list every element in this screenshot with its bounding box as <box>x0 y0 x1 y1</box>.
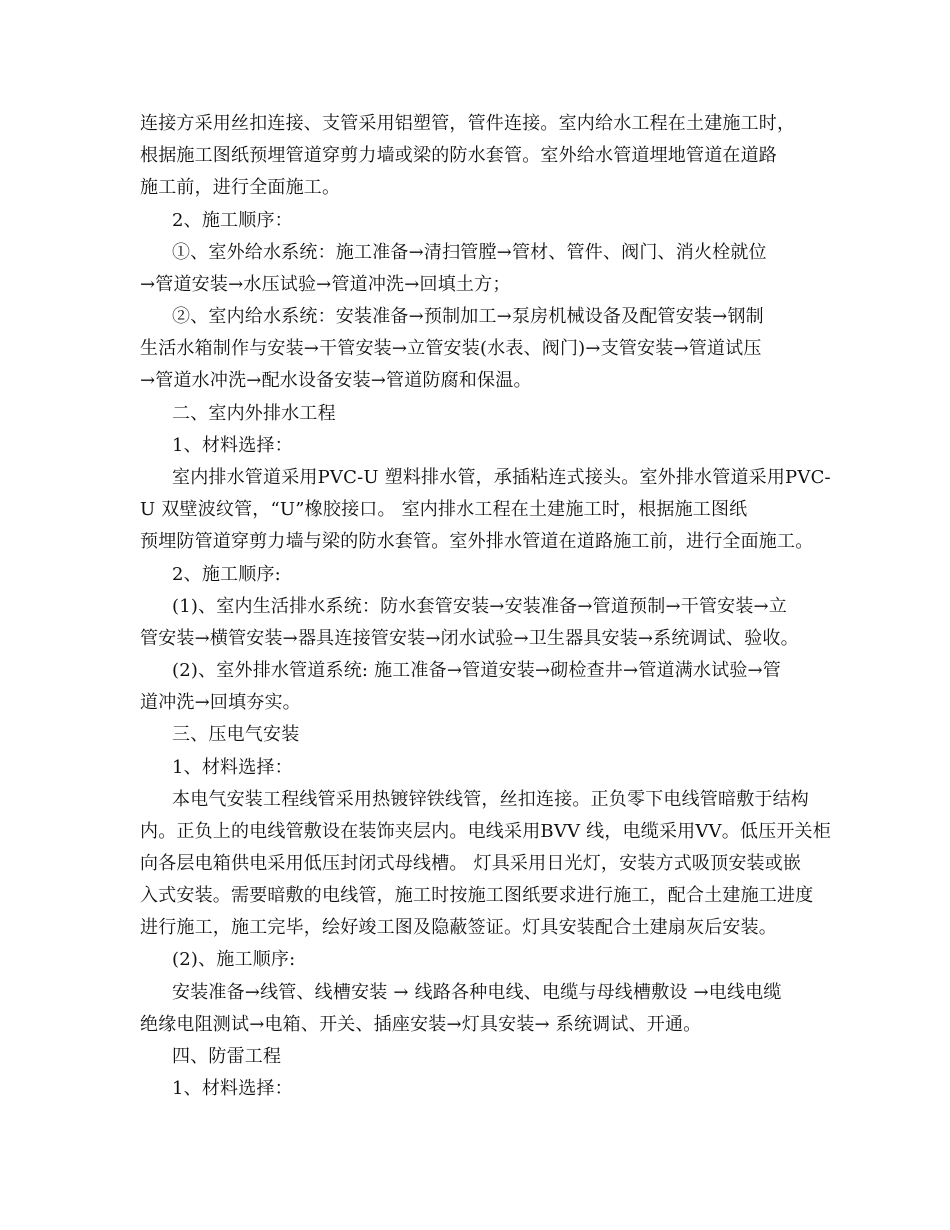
text-line: 道冲洗→回填夯实。 <box>140 692 301 713</box>
text-line: →管道安装→水压试验→管道冲洗→回填土方； <box>140 274 511 295</box>
section-heading: (2)、施工顺序: <box>172 949 296 970</box>
section-heading: 2、施工顺序: <box>172 564 281 585</box>
text-line: 连接方采用丝扣连接、支管采用铝塑管，管件连接。室内给水工程在土建施工时， <box>140 113 796 134</box>
section-heading: 三、压电气安装 <box>172 724 300 745</box>
text-line: 室内排水管道采用PVC-U 塑料排水管，承插粘连式接头。室外排水管道采用PVC- <box>172 467 831 488</box>
text-line: ②、室内给水系统：安装准备→预制加工→泵房机械设备及配管安装→钢制 <box>172 306 764 327</box>
section-heading: 四、防雷工程 <box>172 1046 282 1067</box>
text-line: 绝缘电阻测试→电箱、开关、插座安装→灯具安装→ 系统调试、开通。 <box>140 1014 702 1035</box>
section-heading: 二、室内外排水工程 <box>172 403 336 424</box>
section-heading: 1、材料选择： <box>172 1078 293 1099</box>
text-line: 本电气安装工程线管采用热镀锌铁线管，丝扣连接。正负零下电线管暗敷于结构 <box>172 789 809 810</box>
text-line: 预埋防管道穿剪力墙与梁的防水套管。室外排水管道在道路施工前，进行全面施工。 <box>140 531 814 552</box>
text-line: 根据施工图纸预埋管道穿剪力墙或梁的防水套管。室外给水管道埋地管道在道路 <box>140 145 777 166</box>
text-line: ①、室外给水系统：施工准备→清扫管膛→管材、管件、阀门、消火栓就位 <box>172 242 767 263</box>
text-line: (1)、室内生活排水系统：防水套管安装→安装准备→管道预制→干管安装→立 <box>172 596 788 617</box>
text-line: 生活水箱制作与安装→干管安装→立管安装(水表、阀门)→支管安装→管道试压 <box>140 338 762 359</box>
text-line: U 双壁波纹管，“U”橡胶接口。 室内排水工程在土建施工时，根据施工图纸 <box>140 499 748 520</box>
section-heading: 2、施工顺序： <box>172 210 293 231</box>
text-line: 施工前，进行全面施工。 <box>140 177 341 198</box>
text-line: 管安装→横管安装→器具连接管安装→闭水试验→卫生器具安装→系统调试、验收。 <box>140 628 799 649</box>
text-line: 入式安装。需要暗敷的电线管，施工时按施工图纸要求进行施工，配合土建施工进度 <box>140 885 814 906</box>
text-line: →管道水冲洗→配水设备安装→管道防腐和保温。 <box>140 370 532 391</box>
text-line: 内。正负上的电线管敷设在装饰夹层内。电线采用BVV 线，电缆采用VV。低压开关柜 <box>140 821 831 842</box>
text-line: 向各层电箱供电采用低压封闭式母线槽。 灯具采用日光灯，安装方式吸顶安装或嵌 <box>140 853 802 874</box>
text-line: 进行施工，施工完毕，绘好竣工图及隐蔽签证。灯具安装配合土建扇灰后安装。 <box>140 917 777 938</box>
section-heading: 1、材料选择： <box>172 435 293 456</box>
text-line: (2)、室外排水管道系统: 施工准备→管道安装→砌检查井→管道满水试验→管 <box>172 660 782 681</box>
section-heading: 1、材料选择： <box>172 757 293 778</box>
text-line: 安装准备→线管、线槽安装 → 线路各种电线、电缆与母线槽敷设 →电线电缆 <box>172 982 782 1003</box>
